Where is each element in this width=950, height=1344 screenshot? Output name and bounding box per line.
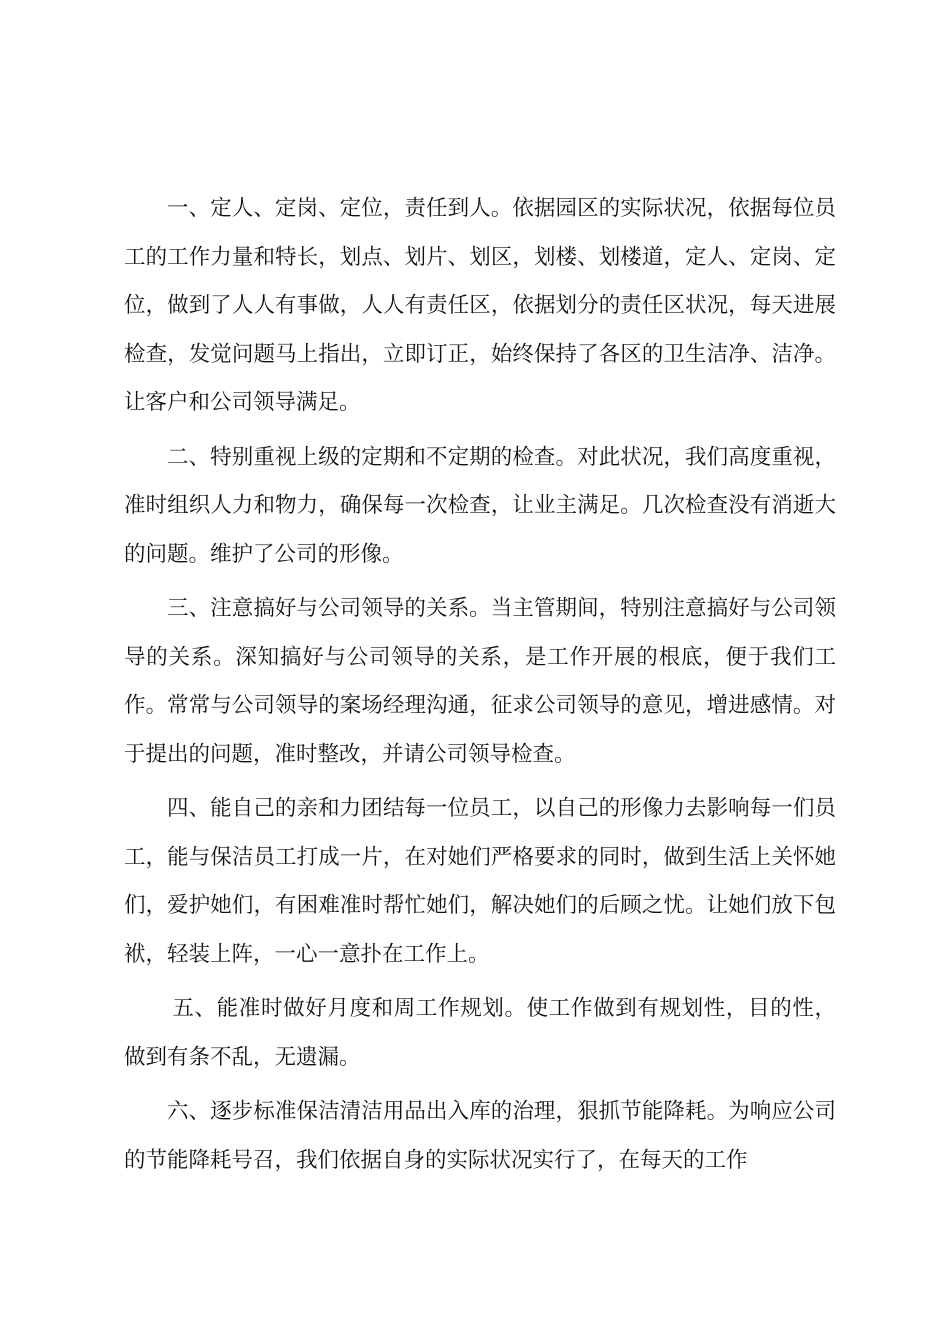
paragraph-4: 四、能自己的亲和力团结每一位员工，以自己的形像力去影响每一们员工，能与保洁员工打成一片，在对她们严格要求的同时，做到生活上关怀她们，爱护她们，有困难准时帮忙她们，解决她们的后顾之忧。让她们放下包袱，轻装上阵，一心一意扑在工作上。 (124, 796, 836, 967)
paragraph-2: 二、特别重视上级的定期和不定期的检查。对此状况，我们高度重视，准时组织人力和物力，确保每一次检查，让业主满足。几次检查没有消逝大的问题。维护了公司的形像。 (124, 444, 836, 567)
paragraph-5: 五、能准时做好月度和周工作规划。使工作做到有规划性，目的性，做到有条不乱，无遗漏。 (124, 996, 836, 1070)
paragraph-1: 一、定人、定岗、定位，责任到人。依据园区的实际状况，依据每位员工的工作力量和特长，划点、划片、划区，划楼、划楼道，定人、定岗、定位，做到了人人有事做，人人有责任区，依据划分的责任区状况，每天进展检查，发觉问题马上指出，立即订正，始终保持了各区的卫生洁净、洁净。让客户和公司领导满足。 (124, 196, 836, 415)
paragraph-3: 三、注意搞好与公司领导的关系。当主管期间，特别注意搞好与公司领导的关系。深知搞好与公司领导的关系，是工作开展的根底，便于我们工作。常常与公司领导的案场经理沟通，征求公司领导的意见，增进感情。对于提出的问题，准时整改，并请公司领导检查。 (124, 596, 836, 767)
paragraph-6: 六、逐步标准保洁清洁用品出入库的治理，狠抓节能降耗。为响应公司的节能降耗号召，我们依据自身的实际状况实行了，在每天的工作 (124, 1099, 836, 1173)
document-body (124, 185, 836, 1191)
